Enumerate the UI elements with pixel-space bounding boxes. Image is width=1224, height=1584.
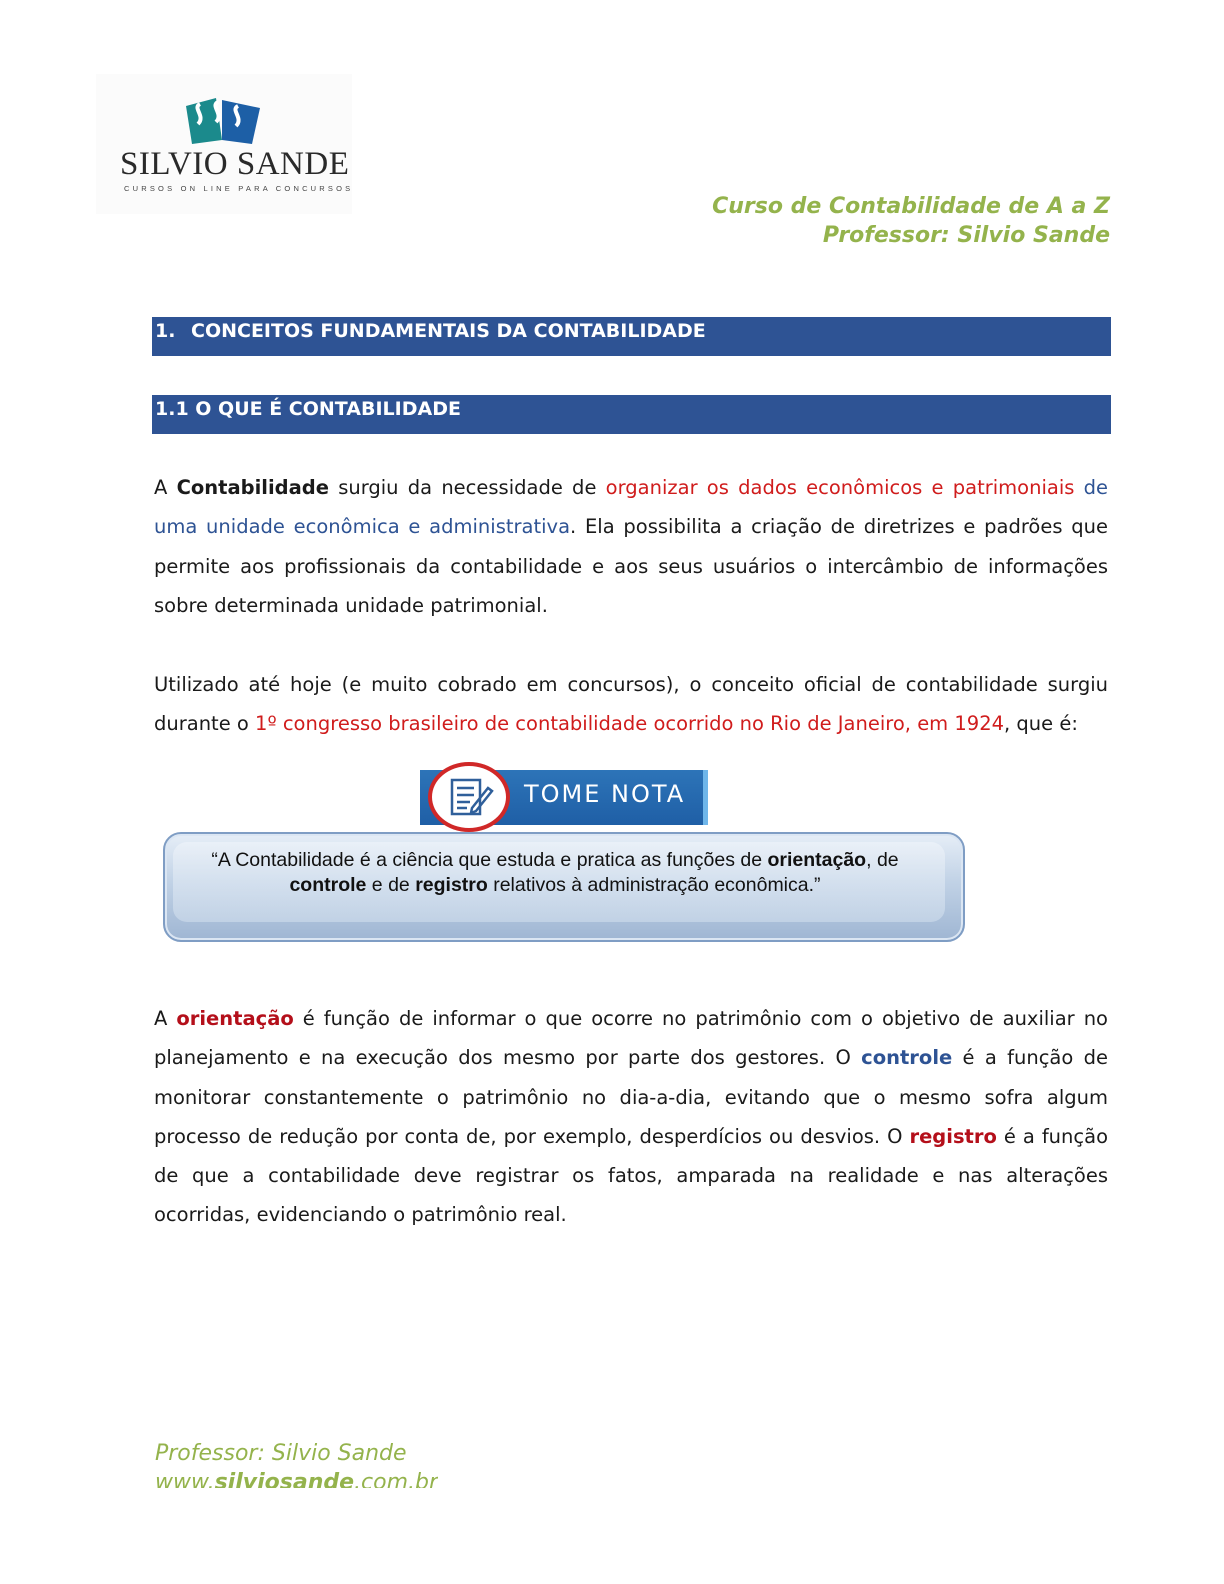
footer-website[interactable] — [155, 1470, 438, 1488]
notepad-pencil-icon — [432, 766, 506, 828]
section-title: CONCEITOS FUNDAMENTAIS DA CONTABILIDADE — [191, 320, 706, 342]
term-contabilidade: Contabilidade — [176, 476, 329, 499]
text: . Ela possibilita a criação de diretrizes e padrões que permite aos profissionais da contabilidade e aos seus usuários o intercâmbio de informações sobre determinada unidade patrimonial. — [154, 515, 1108, 617]
text: surgiu da necessidade de — [328, 476, 606, 499]
term-controle: controle — [861, 1046, 953, 1070]
text: A — [154, 1007, 177, 1030]
logo-name: SILVIO SANDE — [120, 146, 350, 182]
text: , que é: — [1004, 712, 1078, 736]
term-registro: registro — [415, 874, 488, 896]
text: é a função de monitorar constantemente o patrimônio no dia-a-dia, evitando que o mesmo sofra algum processo de redução por conta de, por exemplo, desperdícios ou desvios. O — [154, 1046, 1108, 1148]
logo-tagline: CURSOS ON LINE PARA CONCURSOS — [124, 184, 354, 193]
text: , de — [866, 849, 899, 871]
section-heading-1 — [152, 317, 1111, 356]
text: e de — [366, 874, 416, 896]
highlight-blue: de uma unidade econômica e administrativa — [154, 476, 1109, 539]
text: é a função de que a contabilidade deve registrar os fatos, amparada na realidade e nas alterações ocorridas, evidenciando o patrimônio real. — [154, 1124, 1108, 1227]
quote-box — [163, 832, 965, 942]
text: relativos à administração econômica.” — [487, 874, 821, 896]
open-book-logo-icon — [182, 94, 266, 146]
highlight-red: organizar os dados econômicos e patrimoniais — [605, 476, 1075, 499]
term-registro: registro — [909, 1124, 997, 1148]
header-professor: Professor: Silvio Sande — [822, 223, 1110, 248]
note-badge — [428, 762, 510, 832]
paragraph-official-concept — [154, 665, 1108, 744]
text: é função de informar o que ocorre no patrimônio com o objetivo de auxiliar no planejamento e na execução dos mesmo por parte dos gestores. O — [154, 1007, 1108, 1070]
section-number: 1. — [155, 320, 176, 342]
text: A — [154, 476, 177, 499]
highlight-red: 1º congresso brasileiro de contabilidade ocorrido no Rio de Janeiro, em 1924 — [255, 712, 1005, 736]
term-orientacao: orientação — [767, 849, 867, 871]
quote-text — [165, 848, 945, 898]
text — [1074, 476, 1083, 499]
course-title: Curso de Contabilidade de A a Z — [712, 194, 1110, 219]
subsection-title: 1.1 O QUE É CONTABILIDADE — [155, 398, 461, 420]
term-orientacao: orientação — [176, 1007, 294, 1030]
paragraph-definition — [154, 468, 1108, 625]
term-controle: controle — [289, 874, 367, 896]
text: .com.br — [354, 1470, 439, 1488]
tome-nota-banner — [420, 770, 708, 825]
text: www. — [155, 1470, 215, 1488]
paragraph-functions — [154, 999, 1108, 1235]
text: “A Contabilidade é a ciência que estuda e pratica as funções de — [211, 849, 768, 871]
section-heading-1-1 — [152, 395, 1111, 434]
brand-logo — [96, 74, 352, 214]
tome-nota-label: TOME NOTA — [524, 780, 686, 808]
text: silviosande — [214, 1470, 355, 1488]
footer-professor: Professor: Silvio Sande — [155, 1441, 407, 1466]
text: Utilizado até hoje (e muito cobrado em concursos), o conceito oficial de contabilidade surgiu durante o — [154, 673, 1108, 736]
